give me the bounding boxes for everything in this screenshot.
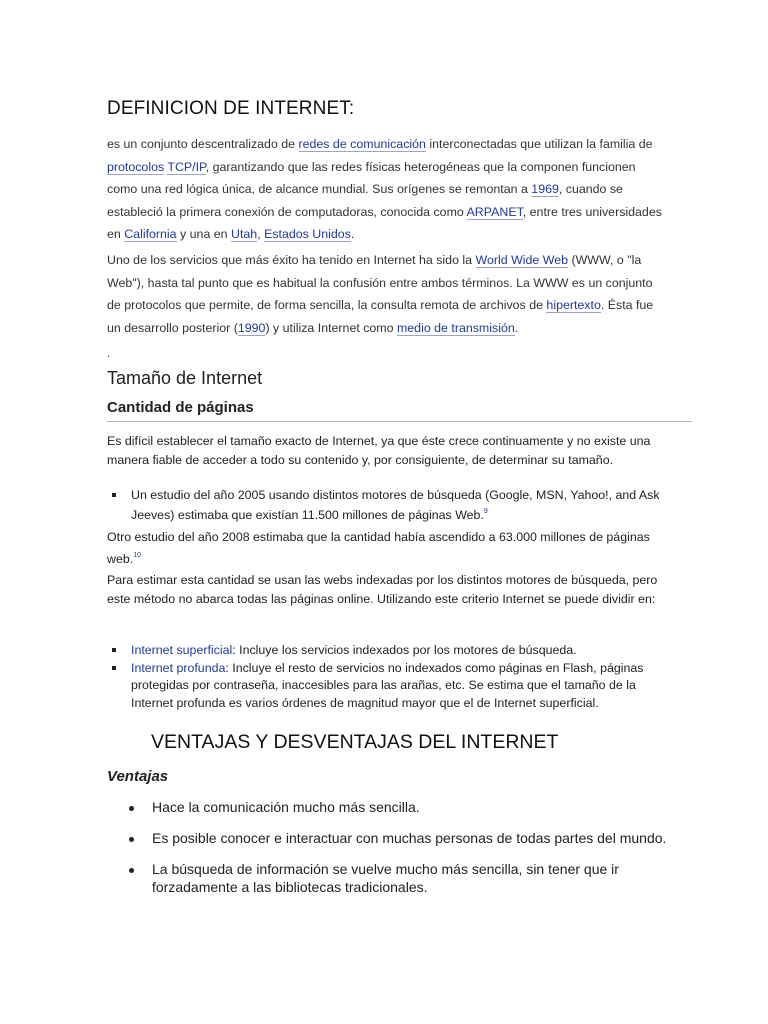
text: , garantizando que las redes físicas heterogéneas que la componen funcionen como una red lógica única, de alcance mundial. Sus orígenes se remontan a	[107, 159, 636, 196]
size-intro-paragraph: Es difícil establecer el tamaño exacto de Internet, ya que éste crece continuamente y no existe una manera fiable de acceder a todo su contenido y, por consiguiente, de determinar su tamaño.	[107, 434, 651, 467]
link-estados-unidos[interactable]: Estados Unidos	[264, 227, 351, 241]
link-hipertexto[interactable]: hipertexto	[546, 298, 601, 312]
link-1969[interactable]: 1969	[531, 182, 559, 196]
text: , entre tres universidades en	[107, 204, 662, 241]
link-arpanet[interactable]: ARPANET	[466, 204, 523, 219]
text: : Incluye el resto de servicios no indexados como páginas en Flash, páginas protegidas por contraseña, inaccesibles para las arañas, etc. Se estima que el tamaño de la Internet profunda es varios órdenes de magnitud mayor que el de Internet superficial.	[131, 660, 644, 710]
text: Otro estudio del año 2008 estimaba que la cantidad había ascendido a 63.000 millones de páginas web.	[107, 530, 650, 566]
subheading-page-count: Cantidad de páginas	[107, 399, 254, 416]
advantages-list	[107, 798, 667, 909]
text: ) y utiliza Internet como	[265, 320, 397, 335]
link-tcp-ip[interactable]: TCP/IP	[167, 159, 206, 174]
list-item	[107, 660, 667, 713]
study-2008-paragraph	[107, 528, 667, 568]
list-item	[107, 860, 667, 896]
link-protocolos[interactable]: protocolos	[107, 159, 165, 174]
text: (WWW, o "la Web"), hasta tal punto que es habitual la confusión entre ambos términos. La WWW es un conjunto de protocolos que permite, de forma sencilla, la consulta remota de archivos de	[107, 253, 653, 312]
list-item	[107, 642, 667, 660]
stray-dot: .	[107, 346, 111, 360]
text: ,	[257, 227, 265, 241]
footnote-ref[interactable]: 10	[133, 551, 141, 559]
internet-types-list	[107, 642, 667, 712]
text: , cuando se estableció la primera conexión de computadoras, conocida como	[107, 182, 623, 219]
link-world-wide-web[interactable]: World Wide Web	[475, 253, 568, 267]
text: y una en	[176, 227, 231, 241]
text: Uno de los servicios que más éxito ha tenido en Internet ha sido la	[107, 253, 476, 267]
definition-paragraph	[107, 133, 667, 246]
text: Es posible conocer e interactuar con muchas personas de todas partes del mundo.	[152, 830, 667, 846]
link-1990[interactable]: 1990	[237, 320, 266, 335]
link-internet-profunda[interactable]: Internet profunda	[131, 660, 226, 675]
text: La búsqueda de información se vuelve mucho más sencilla, sin tener que ir forzadamente a las bibliotecas tradicionales.	[152, 861, 619, 895]
subheading-ventajas: Ventajas	[107, 768, 169, 785]
square-bullet-icon	[112, 648, 116, 652]
square-bullet-icon	[112, 493, 116, 497]
footnote-ref[interactable]: 9	[483, 507, 488, 515]
square-bullet-icon	[112, 666, 116, 670]
link-medio-de-transmision[interactable]: medio de transmisión	[396, 320, 515, 335]
study-list	[107, 487, 667, 523]
list-item	[107, 487, 667, 523]
text: Hace la comunicación mucho más sencilla.	[152, 799, 420, 815]
disc-bullet-icon	[129, 837, 134, 842]
text: interconectadas que utilizan la familia de	[425, 137, 653, 151]
section-heading-size: Tamaño de Internet	[107, 368, 263, 388]
section-heading-pros-cons: VENTAJAS Y DESVENTAJAS DEL INTERNET	[151, 731, 559, 753]
link-california[interactable]: California	[124, 227, 177, 241]
heading-divider	[107, 421, 692, 422]
list-item	[107, 829, 667, 847]
disc-bullet-icon	[129, 806, 134, 811]
text: .	[350, 227, 355, 241]
link-utah[interactable]: Utah	[231, 227, 258, 241]
text: Un estudio del año 2005 usando distintos motores de búsqueda (Google, MSN, Yahoo!, and Ask Jeeves) estimaba que existían 11.500 millones de páginas Web.	[131, 488, 660, 522]
text: . Ésta fue un desarrollo posterior (	[107, 298, 654, 335]
estimate-paragraph: Para estimar esta cantidad se usan las webs indexadas por los distintos motores de búsqueda, pero este método no abarca todas las páginas online. Utilizando este criterio Internet se puede dividir en:	[107, 573, 658, 606]
disc-bullet-icon	[129, 868, 134, 873]
text: es un conjunto descentralizado de	[107, 137, 299, 151]
text: .	[514, 320, 519, 335]
list-item	[107, 798, 667, 816]
link-internet-superficial[interactable]: Internet superficial	[131, 643, 233, 657]
page-title: DEFINICION DE INTERNET:	[107, 98, 355, 119]
www-paragraph	[107, 249, 667, 339]
text: : Incluye los servicios indexados por los motores de búsqueda.	[232, 643, 577, 657]
link-redes-de-comunicacion[interactable]: redes de comunicación	[298, 137, 426, 151]
